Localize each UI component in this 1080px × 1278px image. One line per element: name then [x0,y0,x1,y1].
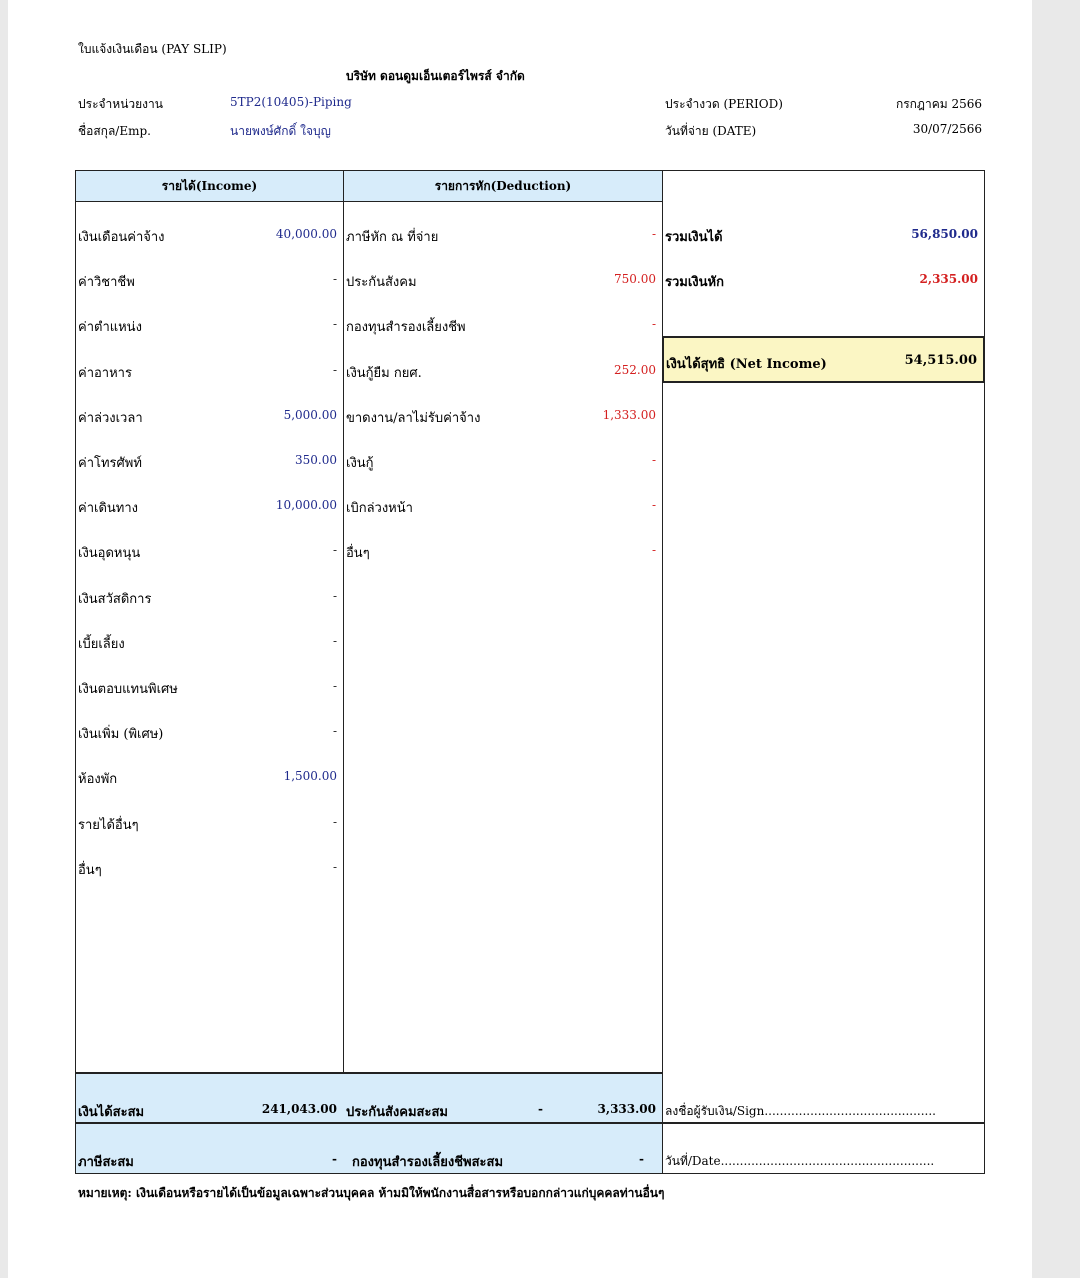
deduction-row-label: ขาดงาน/ลาไม่รับค่าจ้าง [346,411,481,426]
income-row-label: เงินเพิ่ม (พิเศษ) [78,727,164,742]
income-row-label: เงินอุดหนุน [78,546,141,561]
income-row-value: 10,000.00 [275,498,337,512]
income-row-value: 40,000.00 [275,227,337,241]
income-row-label: เบี้ยเลี้ยง [78,637,125,652]
income-row-value: - [332,543,337,557]
deduction-header: รายการหัก(Deduction) [434,179,572,193]
acc-pf-value: - [639,1152,644,1166]
acc-tax-label: ภาษีสะสม [78,1155,134,1170]
income-row-label: เงินตอบแทนพิเศษ [78,682,178,697]
acc-income-value: 241,043.00 [261,1102,337,1116]
deduction-row-value: 1,333.00 [602,408,656,422]
income-row-label: ค่าตำแหน่ง [78,320,142,335]
acc-ss-value: 3,333.00 [597,1102,656,1116]
net-income-value: 54,515.00 [904,353,977,368]
acc-income-label: เงินได้สะสม [78,1105,145,1120]
footer-top-rule [76,1072,662,1074]
payslip-table [75,170,985,1174]
total-deduction-value: 2,335.00 [919,272,978,286]
pay-slip-page [8,0,1032,1278]
acc-ss-label: ประกันสังคมสะสม [346,1105,448,1120]
income-row-value: - [332,860,337,874]
acc-ss-dash: - [538,1102,543,1116]
deduction-row-label: กองทุนสำรองเลี้ยงชีพ [346,320,466,335]
privacy-note: หมายเหตุ: เงินเดือนหรือรายได้เป็นข้อมูลเฉพาะส่วนบุคคล ห้ามมิให้พนักงานสื่อสารหรือบอกกล่าวแก่บุคคลท่านอื่นๆ [78,1186,665,1200]
deduction-row-label: ภาษีหัก ณ ที่จ่าย [346,230,439,245]
income-row-label: อื่นๆ [78,863,102,878]
income-row-label: รายได้อื่นๆ [78,818,139,833]
income-header-cell [76,171,343,202]
total-income-label: รวมเงินได้ [665,230,723,245]
income-row-value: - [332,634,337,648]
income-row-value: 5,000.00 [283,408,337,422]
total-income-value: 56,850.00 [911,227,978,241]
deduction-row-value: 750.00 [614,272,656,286]
sign-line: ลงชื่อผู้รับเงิน/Sign............................................. [665,1104,936,1118]
income-row-value: - [332,317,337,331]
deduction-row-value: - [651,453,656,467]
acc-tax-value: - [332,1152,337,1166]
deduction-row-label: ประกันสังคม [346,275,417,290]
company-name: บริษัท ดอนดูมเอ็นเตอร์ไพรส์ จำกัด [346,69,525,83]
net-income-box [662,336,985,383]
date-label: วันที่จ่าย (DATE) [665,124,757,138]
acc-pf-label: กองทุนสำรองเลี้ยงชีพสะสม [352,1155,504,1170]
date-value: 30/07/2566 [912,122,982,136]
deduction-row-label: เบิกล่วงหน้า [346,501,413,516]
dept-label: ประจำหน่วยงาน [78,97,163,111]
total-deduction-label: รวมเงินหัก [665,275,724,290]
column-divider-1 [343,171,345,1173]
income-row-value: - [332,272,337,286]
deduction-row-value: - [651,543,656,557]
income-row-label: เงินเดือนค่าจ้าง [78,230,165,245]
income-row-label: ค่าอาหาร [78,366,132,381]
income-header: รายได้(Income) [161,179,258,193]
deduction-row-label: เงินกู้ยืม กยศ. [346,366,422,381]
income-row-label: ค่าวิชาชีพ [78,275,135,290]
income-row-value: - [332,724,337,738]
dept-value: 5TP2(10405)-Piping [230,95,352,109]
period-label: ประจำงวด (PERIOD) [665,97,783,111]
date-sign-line: วันที่/Date........................................................ [665,1154,935,1168]
deduction-row-value: - [651,227,656,241]
income-row-label: ค่าเดินทาง [78,501,138,516]
net-income-label: เงินได้สุทธิ (Net Income) [666,357,827,372]
deduction-row-value: 252.00 [614,363,656,377]
income-row-value: - [332,815,337,829]
emp-label: ชื่อสกุล/Emp. [78,124,151,138]
income-row-label: เงินสวัสดิการ [78,592,152,607]
income-row-value: - [332,589,337,603]
period-value: กรกฎาคม 2566 [895,97,982,111]
deduction-row-value: - [651,498,656,512]
deduction-row-label: อื่นๆ [346,546,370,561]
income-row-label: ค่าล่วงเวลา [78,411,143,426]
emp-value: นายพงษ์ศักดิ์ ใจบุญ [230,124,331,138]
deduction-row-value: - [651,317,656,331]
income-row-value: - [332,679,337,693]
deduction-header-cell [344,171,662,202]
deduction-row-label: เงินกู้ [346,456,374,471]
income-row-label: ค่าโทรศัพท์ [78,456,142,471]
income-row-value: 350.00 [295,453,337,467]
footer-mid-rule [76,1122,984,1124]
income-row-label: ห้องพัก [78,772,118,787]
column-divider-2 [662,171,664,1173]
doc-title: ใบแจ้งเงินเดือน (PAY SLIP) [78,42,227,56]
income-row-value: - [332,363,337,377]
income-row-value: 1,500.00 [283,769,337,783]
